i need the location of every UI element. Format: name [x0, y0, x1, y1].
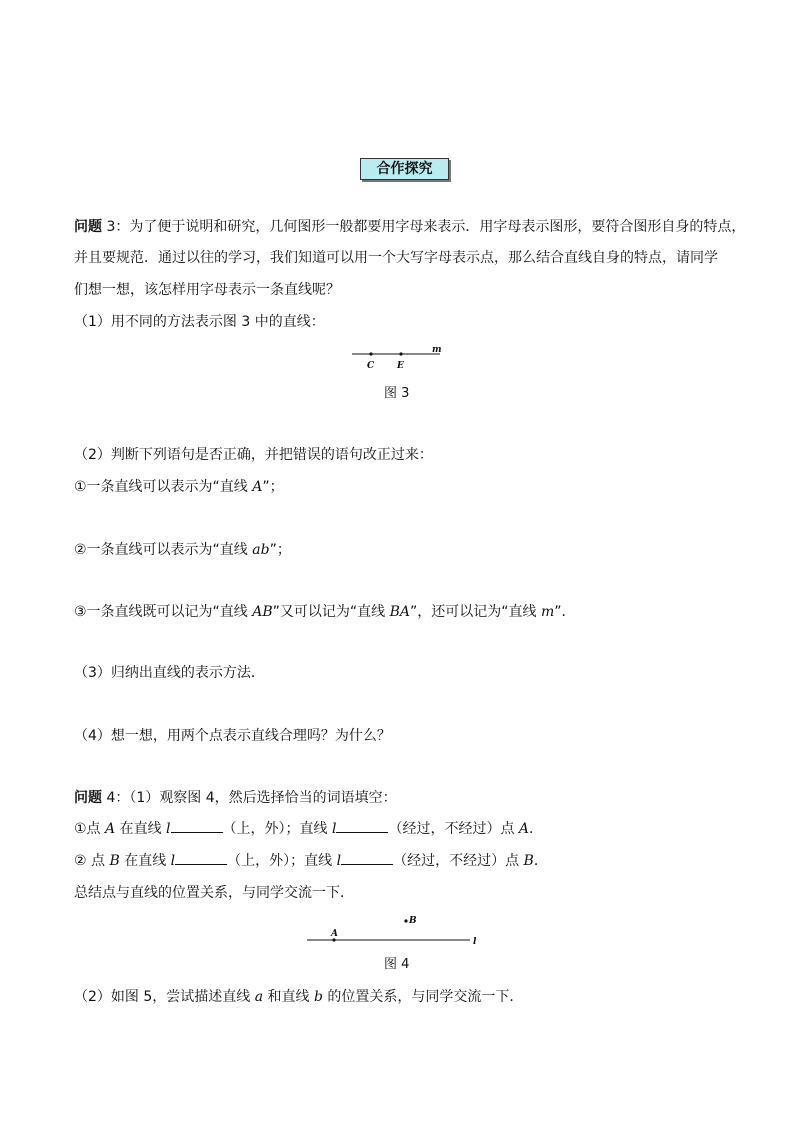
statement-3: ③一条直线既可以记为“直线 AB”又可以记为“直线 BA”，还可以记为“直线 m”．	[74, 604, 576, 620]
label-a: A	[331, 929, 338, 939]
q3-label: 问题	[74, 219, 102, 235]
statement-2: ②一条直线可以表示为“直线 ab”；	[74, 542, 291, 558]
point-b	[404, 919, 407, 922]
point-e	[399, 352, 402, 355]
q3-intro-line-3: 们想一想，该怎样用字母表示一条直线呢？	[74, 282, 340, 298]
answer-blank[interactable]	[336, 820, 388, 833]
q4-part-2: （2）如图 5，尝试描述直线 a 和直线 b 的位置关系，与同学交流一下．	[74, 989, 524, 1005]
q4-row-1: ①点 A 在直线 l （上，外）；直线 l （经过，不经过）点 A．	[74, 821, 544, 837]
q3-intro-line-1: 问题 3：为了便于说明和研究，几何图形一般都要用字母来表示．用字母表示图形，要符合图形自身的特点，	[74, 219, 746, 235]
q3-part-3: （3）归纳出直线的表示方法．	[74, 665, 265, 681]
statement-1: ①一条直线可以表示为“直线 A”；	[74, 479, 284, 495]
section-title: 合作探究	[360, 158, 449, 180]
label-m: m	[432, 345, 442, 355]
answer-blank[interactable]	[171, 820, 223, 833]
label-c: C	[367, 361, 375, 371]
label-l: l	[473, 937, 477, 947]
figure-3-caption: 图 3	[384, 386, 410, 401]
q4-intro: 问题 4：（1）观察图 4，然后选择恰当的词语填空：	[74, 790, 397, 806]
label-b: B	[409, 916, 417, 926]
q4-row-2: ② 点 B 在直线 l （上，外）；直线 l （经过，不经过）点 B．	[74, 853, 548, 869]
q3-intro-line-2: 并且要规范．通过以往的学习，我们知道可以用一个大写字母表示点，那么结合直线自身的特点，请同学	[74, 250, 718, 266]
q3-part-4: （4）想一想，用两个点表示直线合理吗？为什么？	[74, 728, 391, 744]
q3-part-1: （1）用不同的方法表示图 3 中的直线：	[74, 314, 325, 330]
figure-3-diagram	[350, 343, 450, 371]
figure-4-diagram	[305, 910, 490, 950]
q3-part-2: （2）判断下列语句是否正确，并把错误的语句改正过来：	[74, 447, 433, 463]
q4-label: 问题	[74, 790, 102, 806]
label-e: E	[397, 361, 404, 371]
q4-summary: 总结点与直线的位置关系，与同学交流一下．	[74, 885, 354, 901]
point-c	[369, 352, 372, 355]
figure-4-caption: 图 4	[384, 957, 410, 972]
answer-blank[interactable]	[175, 852, 227, 865]
answer-blank[interactable]	[341, 852, 393, 865]
